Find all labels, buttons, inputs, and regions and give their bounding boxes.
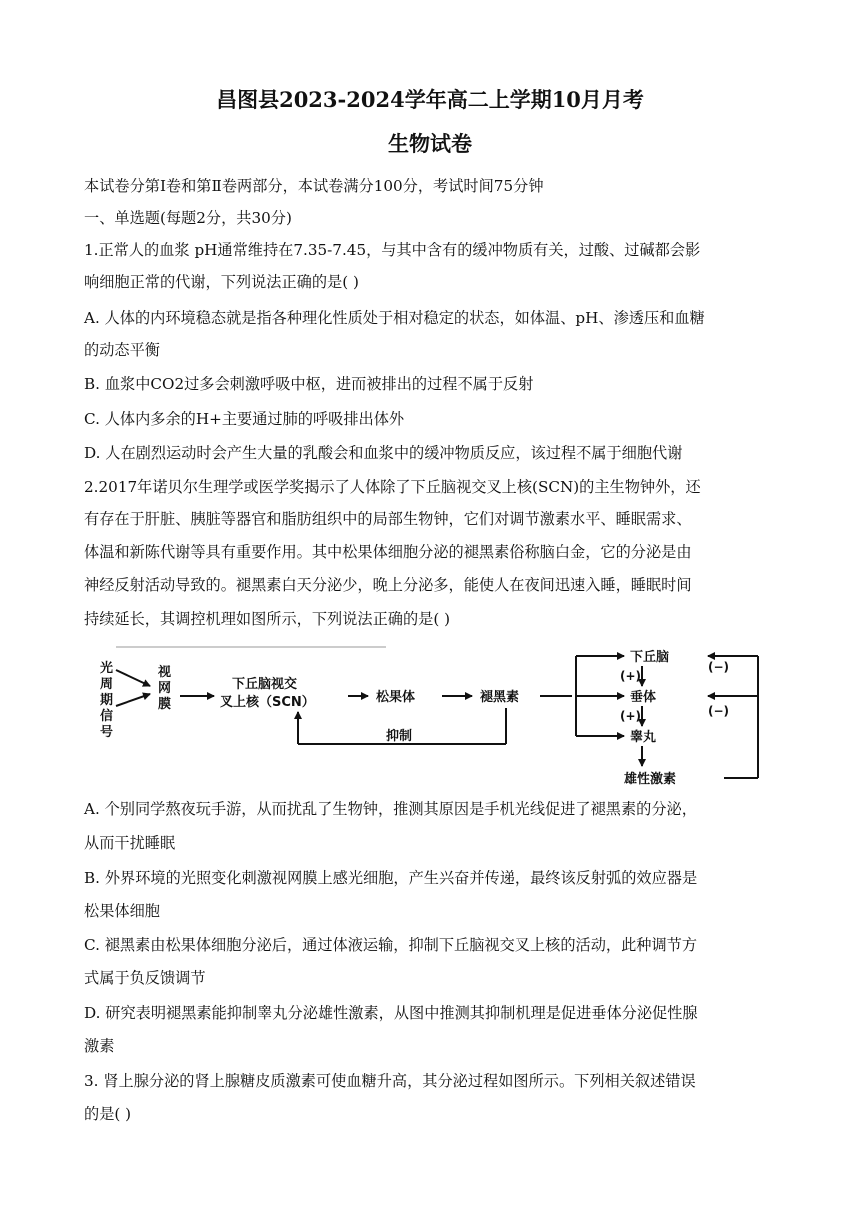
q3-stem-line: 的是( ) (84, 1105, 132, 1123)
q2-stem-line: 有存在于肝脏、胰脏等器官和脂肪组织中的局部生物钟，它们对调节激素水平、睡眠需求、 (84, 510, 692, 528)
signal-char: 信 (100, 709, 114, 724)
melatonin-regulation-diagram (96, 642, 772, 790)
testis-label: 睾丸 (630, 730, 657, 745)
scn-label: 下丘脑视交 (232, 677, 298, 692)
q1-stem-line: 响细胞正常的代谢，下列说法正确的是( ) (84, 273, 359, 291)
inhibit-label: 抑制 (386, 729, 413, 744)
q2-option-b: B. 外界环境的光照变化刺激视网膜上感光细胞，产生兴奋并传递，最终该反射弧的效应器是 (84, 869, 698, 887)
signal-char: 光 (100, 661, 114, 676)
q2-stem-line: 神经反射活动导致的。褪黑素白天分泌少，晚上分泌多，能使人在夜间迅速入睡，睡眠时间 (84, 576, 692, 594)
plus-sign: (+) (620, 709, 642, 723)
q2-option-c: 式属于负反馈调节 (84, 969, 206, 987)
exam-title: 昌图县2023-2024学年高二上学期10月月考 (216, 87, 644, 112)
signal-char: 号 (100, 725, 114, 740)
retina-char: 视 (158, 665, 172, 680)
plus-sign: (+) (620, 669, 642, 683)
q1-option-b: B. 血浆中CO2过多会刺激呼吸中枢，进而被排出的过程不属于反射 (84, 375, 534, 393)
q2-option-b: 松果体细胞 (84, 902, 160, 920)
q2-stem-line: 体温和新陈代谢等具有重要作用。其中松果体细胞分泌的褪黑素俗称脑白金，它的分泌是由 (84, 543, 692, 561)
q2-option-d: D. 研究表明褪黑素能抑制睾丸分泌雄性激素，从图中推测其抑制机理是促进垂体分泌促性腺 (84, 1004, 698, 1022)
q1-stem-line: 1.正常人的血浆 pH通常维持在7.35-7.45，与其中含有的缓冲物质有关，过酸、过碱都会影 (84, 241, 701, 259)
pineal-label: 松果体 (376, 690, 416, 705)
minus-sign: (−) (708, 660, 730, 674)
q2-option-a: 从而干扰睡眠 (84, 834, 176, 852)
q2-option-c: C. 褪黑素由松果体细胞分泌后，通过体液运输，抑制下丘脑视交叉上核的活动，此种调节方 (84, 936, 698, 954)
scn-label: 叉上核（SCN） (220, 695, 315, 710)
retina-char: 网 (158, 681, 172, 696)
exam-subtitle: 生物试卷 (388, 131, 472, 156)
q1-option-a: 的动态平衡 (84, 341, 160, 359)
signal-char: 期 (100, 693, 114, 708)
q2-stem-line: 2.2017年诺贝尔生理学或医学奖揭示了人体除了下丘脑视交叉上核(SCN)的主生物钟外，还 (84, 478, 701, 496)
q1-option-a: A. 人体的内环境稳态就是指各种理化性质处于相对稳定的状态，如体温、pH、渗透压和血糖 (84, 309, 705, 327)
q1-option-c: C. 人体内多余的H+主要通过肺的呼吸排出体外 (84, 410, 405, 428)
q3-stem-line: 3. 肾上腺分泌的肾上腺糖皮质激素可使血糖升高，其分泌过程如图所示。下列相关叙述错误 (84, 1072, 696, 1090)
q2-option-d: 激素 (84, 1037, 115, 1055)
pituitary-label: 垂体 (630, 690, 657, 705)
melatonin-label: 褪黑素 (480, 690, 520, 705)
q1-option-d: D. 人在剧烈运动时会产生大量的乳酸会和血浆中的缓冲物质反应，该过程不属于细胞代谢 (84, 444, 683, 462)
minus-sign: (−) (708, 704, 730, 718)
signal-char: 周 (100, 677, 114, 692)
section-heading: 一、单选题(每题2分，共30分) (84, 209, 292, 227)
androgen-label: 雄性激素 (624, 772, 677, 787)
q2-option-a: A. 个别同学熬夜玩手游，从而扰乱了生物钟，推测其原因是手机光线促进了褪黑素的分泌， (84, 800, 697, 818)
hypothalamus-label: 下丘脑 (630, 650, 670, 665)
retina-char: 膜 (158, 697, 172, 712)
intro-text: 本试卷分第Ⅰ卷和第Ⅱ卷两部分，本试卷满分100分，考试时间75分钟 (84, 177, 544, 195)
q2-stem-line: 持续延长，其调控机理如图所示，下列说法正确的是( ) (84, 610, 450, 628)
